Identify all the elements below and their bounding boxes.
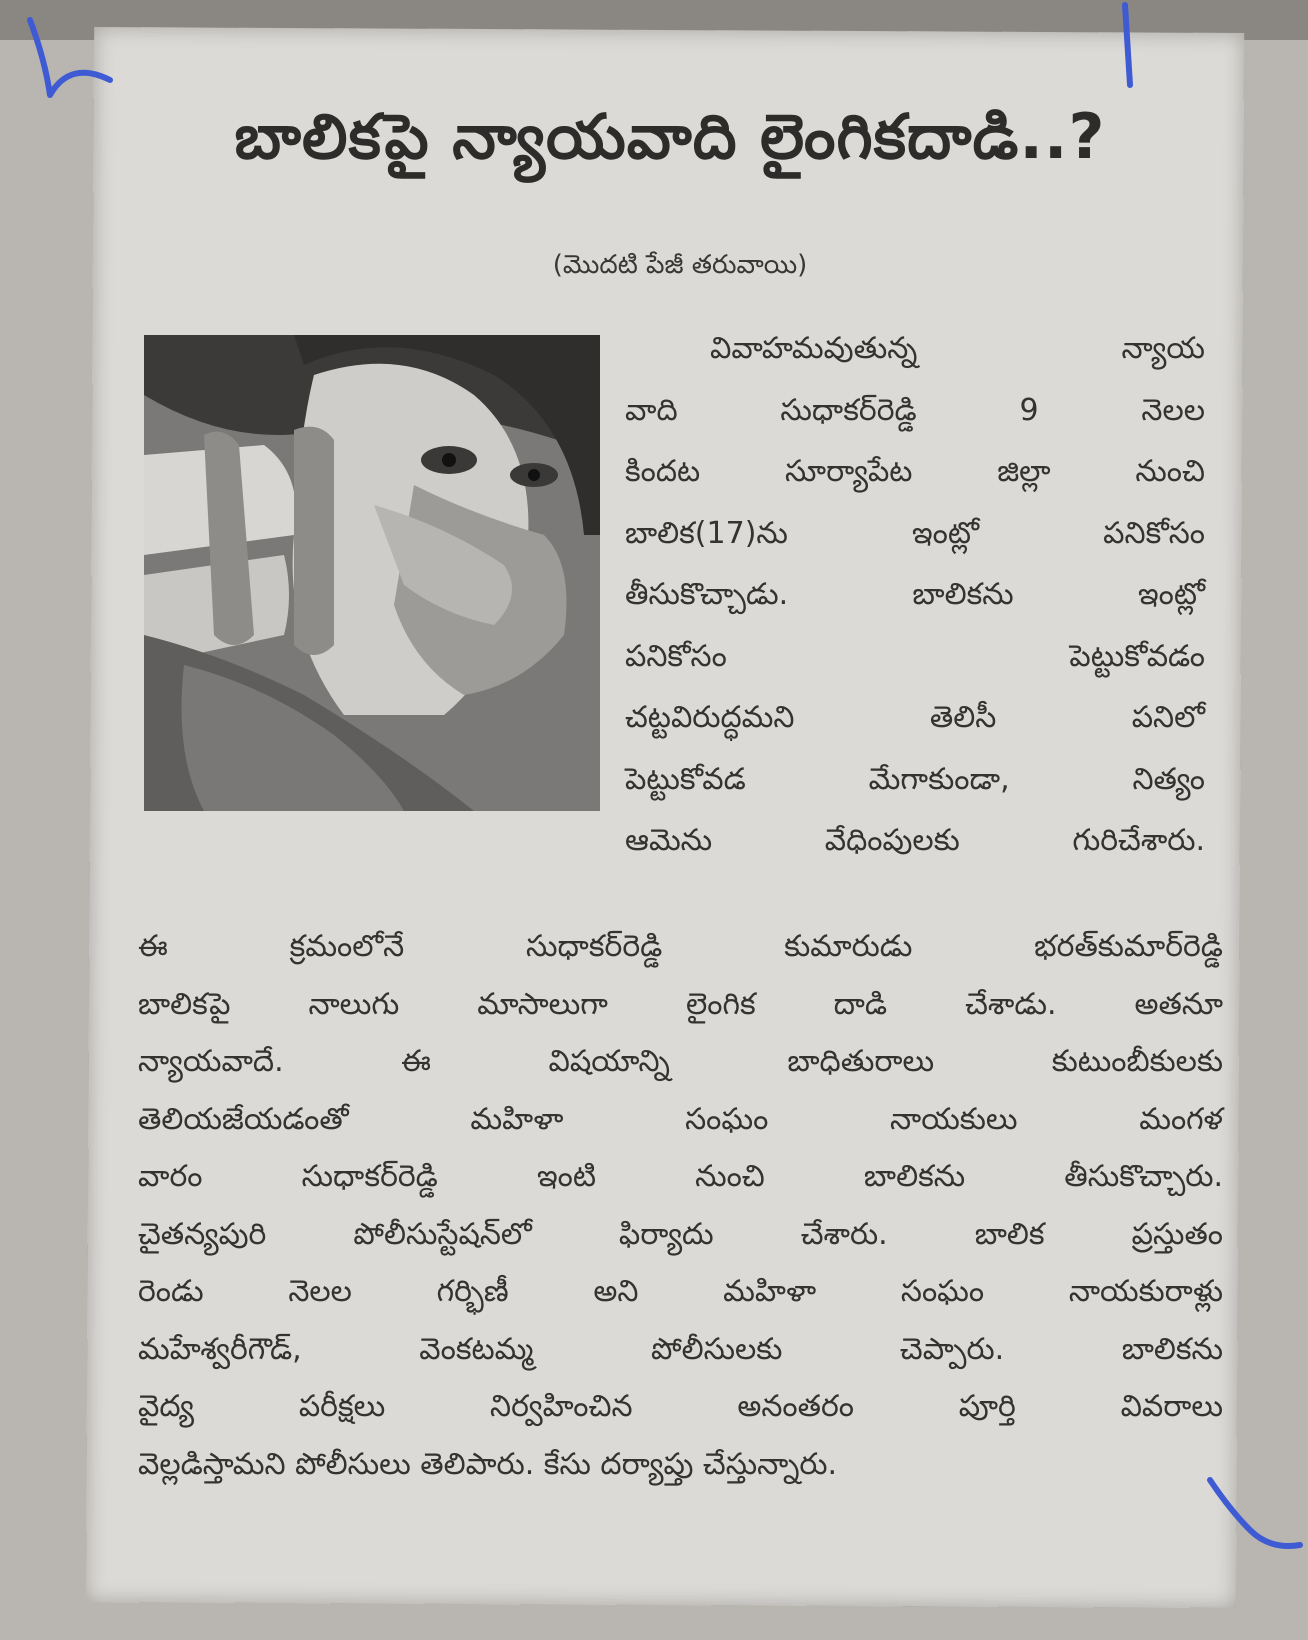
article-body-text xyxy=(138,918,1223,1493)
body-line: ఈ క్రమంలోనే సుధాకర్‌రెడ్డి కుమారుడు భరత్‌కుమార్‌రెడ్డి xyxy=(138,929,1223,964)
body-line: వారం సుధాకర్‌రెడ్డి ఇంటి నుంచి బాలికను తీసుకొచ్చారు. xyxy=(138,1159,1223,1194)
pen-mark-top-right-icon xyxy=(1100,0,1160,110)
article-column-text xyxy=(625,318,1205,872)
body-line: తెలియజేయడంతో మహిళా సంఘం నాయకులు మంగళ xyxy=(138,1101,1223,1137)
woman-covering-mouth-illustration xyxy=(144,335,600,811)
body-line: చైతన్యపురి పోలీసుస్టేషన్‌లో ఫిర్యాదు చేశారు. బాలిక ప్రస్తుతం xyxy=(138,1216,1223,1252)
body-line: వెల్లడిస్తామని పోలీసులు తెలిపారు. కేసు దర్యాప్తు చేస్తున్నారు. xyxy=(138,1446,838,1482)
pen-mark-top-left-icon xyxy=(10,0,130,120)
body-line: వైద్య పరీక్షలు నిర్వహించిన అనంతరం పూర్తి వివరాలు xyxy=(138,1389,1223,1424)
body-line: మహేశ్వరీగౌడ్, వెంకటమ్మ పోలీసులకు చెప్పారు. బాలికను xyxy=(138,1331,1223,1367)
column-line: పెట్టుకోవడ మేగాకుండా, నిత్యం xyxy=(625,761,1205,797)
article-illustration xyxy=(144,335,600,811)
article-headline: బాలికపై న్యాయవాది లైంగికదాడి..? xyxy=(234,100,1106,173)
body-line: న్యాయవాదే. ఈ విషయాన్ని బాధితురాలు కుటుంబీకులకు xyxy=(138,1044,1223,1079)
column-line: బాలిక(17)ను ఇంట్లో పనికోసం xyxy=(625,515,1205,551)
column-line: పనికోసం పెట్టుకోవడం xyxy=(625,638,1205,674)
column-line: ఆమెను వేధింపులకు గురిచేశారు. xyxy=(625,823,1205,858)
column-line: తీసుకొచ్చాడు. బాలికను ఇంట్లో xyxy=(625,577,1205,612)
body-line: బాలికపై నాలుగు మాసాలుగా లైంగిక దాడి చేశాడు. అతనూ xyxy=(138,986,1223,1022)
column-line: వివాహమవుతున్న న్యాయ xyxy=(710,331,1205,366)
column-line: చట్టవిరుద్ధమని తెలిసీ పనిలో xyxy=(625,700,1205,735)
continued-from-front-page: (మొదటి పేజీ తరువాయి) xyxy=(552,250,808,280)
body-line: రెండు నెలల గర్భిణీ అని మహిళా సంఘం నాయకురాళ్లు xyxy=(138,1274,1223,1309)
column-line: కిందట సూర్యాపేట జిల్లా నుంచి xyxy=(625,454,1205,489)
column-line: వాది సుధాకర్‌రెడ్డి 9 నెలల xyxy=(625,392,1205,428)
